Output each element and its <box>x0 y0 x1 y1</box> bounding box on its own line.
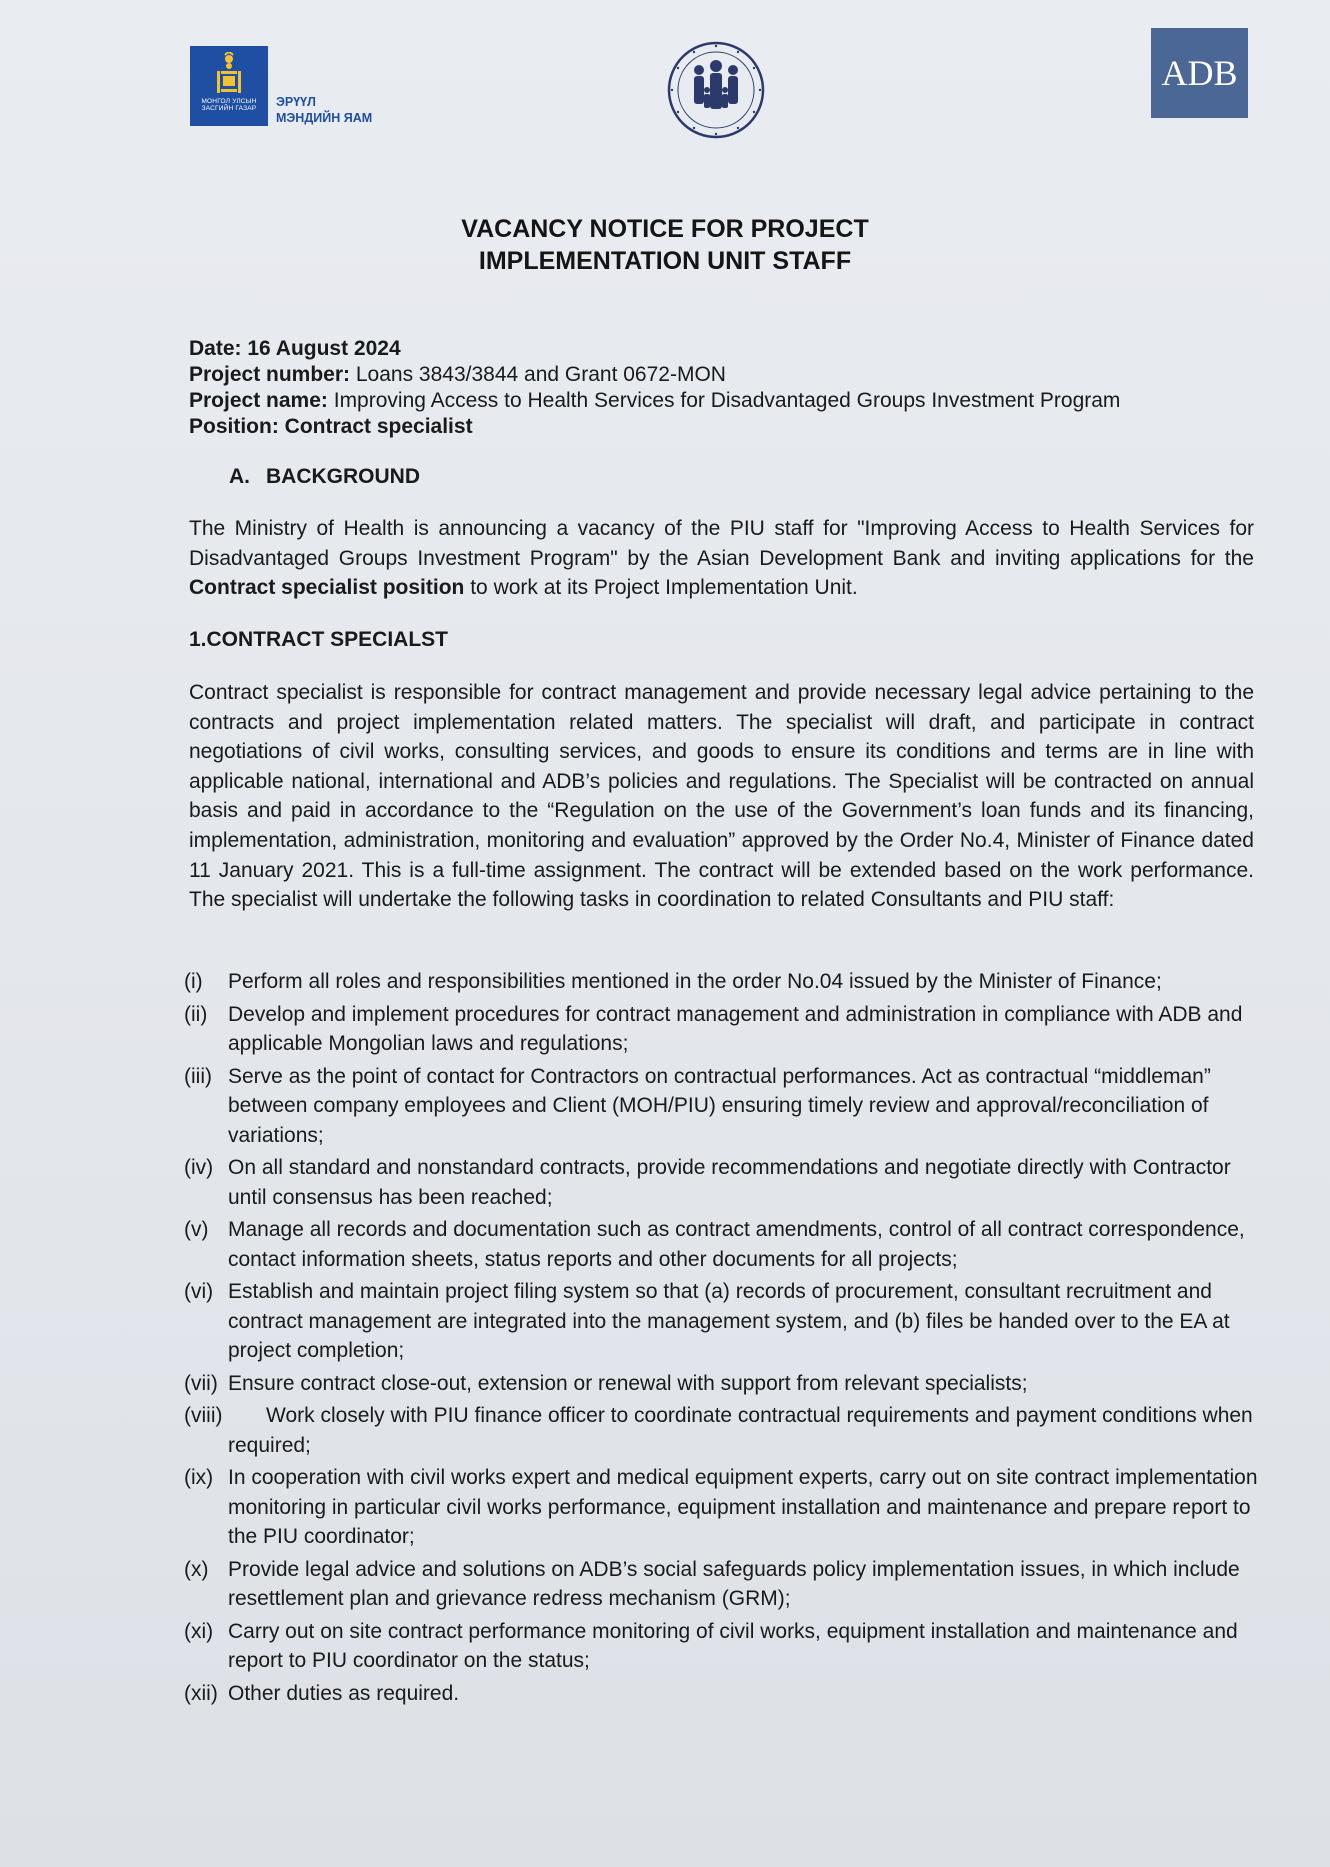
list-item <box>184 1062 1264 1151</box>
list-item-text: Provide legal advice and solutions on ADB’s social safeguards policy implementation issues, in which include resettlement plan and grievance redress mechanism (GRM); <box>228 1557 1240 1610</box>
background-heading <box>229 465 420 489</box>
ministry-name <box>276 94 372 126</box>
list-item-number: (viii) <box>184 1404 223 1427</box>
section1-paragraph: Contract specialist is responsible for contract management and provide necessary legal advice pertaining to the contracts and project implementation related matters. The specialist will draft, and participate in contract negotiations of civil works, consulting services, and goods to ensure its conditions and terms are in line with applicable national, international and ADB’s policies and regulations. The Specialist will be contracted on annual basis and paid in accordance to the “Regulation on the use of the Government’s loan funds and its financing, implementation, administration, monitoring and evaluation” approved by the Order No.4, Minister of Finance dated 11 January 2021. This is a full-time assignment. The contract will be extended based on the work performance. The specialist will undertake the following tasks in coordination to related Consultants and PIU staff: <box>189 681 1254 912</box>
notice-metadata <box>189 336 1120 440</box>
list-item-text: Perform all roles and responsibilities mentioned in the order No.04 issued by the Minister of Finance; <box>228 970 1162 993</box>
page-title <box>0 213 1330 277</box>
project-name-row <box>189 388 1120 414</box>
task-list <box>184 967 1264 1711</box>
list-item-text: Establish and maintain project filing system so that (a) records of procurement, consultant recruitment and contract management are integrated into the management system, and (b) files be handed over to the EA at project completion; <box>228 1280 1230 1362</box>
position-label: Position: <box>189 415 279 438</box>
list-item-text: Serve as the point of contact for Contractors on contractual performances. Act as contractual “middleman” between company employees and Client (MOH/PIU) ensuring timely review and approval/reconciliation of variations; <box>228 1064 1211 1147</box>
list-item-number: (iv) <box>184 1156 214 1179</box>
date-label: Date: <box>189 337 242 360</box>
list-item-number: (i) <box>184 970 203 993</box>
list-item-number: (xii) <box>184 1681 218 1705</box>
list-item-text: In cooperation with civil works expert and medical equipment experts, carry out on site contract implementation monitoring in particular civil works performance, equipment installation and maintenance and prepare report to the PIU coordinator; <box>228 1466 1258 1548</box>
list-item <box>184 1215 1264 1274</box>
section1-heading: 1.CONTRACT SPECIALST <box>189 628 449 651</box>
list-item <box>184 1153 1264 1212</box>
list-item <box>184 1000 1264 1059</box>
ministry-of-health-logo <box>190 46 372 126</box>
list-item-number: (vii) <box>184 1371 218 1395</box>
background-text-bold: Contract specialist position <box>189 576 465 600</box>
date-value: 16 August 2024 <box>247 337 401 360</box>
project-number-value: Loans 3843/3844 and Grant 0672-MON <box>355 363 726 386</box>
list-item-text: Work closely with PIU finance officer to coordinate contractual requirements and payment conditions when required; <box>228 1404 1253 1457</box>
project-name-label: Project name: <box>189 389 328 412</box>
background-paragraph <box>189 514 1254 603</box>
background-letter: A. <box>229 465 250 488</box>
list-item-text: Develop and implement procedures for contract management and administration in compliance with ADB and applicable Mongolian laws and regulations; <box>228 1002 1243 1055</box>
position-value: Contract specialist <box>284 415 473 438</box>
background-title: BACKGROUND <box>266 465 420 488</box>
title-line2: IMPLEMENTATION UNIT STAFF <box>478 247 852 275</box>
list-item-text: Carry out on site contract performance monitoring of civil works, equipment installation and maintenance and report to PIU coordinator on the status; <box>228 1619 1238 1672</box>
list-item-text: Other duties as required. <box>228 1681 460 1705</box>
letterhead <box>0 28 1330 138</box>
list-item-text: Ensure contract close-out, extension or renewal with support from relevant specialists; <box>228 1371 1028 1395</box>
list-item-number: (ix) <box>184 1466 214 1489</box>
list-item <box>184 1463 1264 1552</box>
background-text-2: to work at its Project Implementation Unit. <box>464 576 858 600</box>
list-item-number: (ii) <box>184 1002 208 1026</box>
date-row <box>189 336 1120 362</box>
list-item <box>184 967 1264 997</box>
background-text-1: The Ministry of Health is announcing a vacancy of the PIU staff for "Improving Access to Health Services for Disadvantaged Groups Investment Program" by the Asian Development Bank and inviting applications for the <box>189 517 1254 570</box>
soyombo-emblem-icon <box>190 46 268 126</box>
list-item-number: (vi) <box>184 1280 214 1303</box>
list-item <box>184 1555 1264 1614</box>
project-name-value: Improving Access to Health Services for Disadvantaged Groups Investment Program <box>333 389 1121 412</box>
list-item-text: On all standard and nonstandard contracts, provide recommendations and negotiate directly with Contractor until consensus has been reached; <box>228 1156 1231 1209</box>
list-item-number: (iii) <box>184 1064 212 1088</box>
position-row <box>189 414 1120 440</box>
ministry-name-line2: МЭНДИЙН ЯАМ <box>276 111 373 125</box>
list-item-text: Manage all records and documentation such as contract amendments, control of all contract correspondence, contact information sheets, status reports and other documents for all projects; <box>228 1218 1245 1271</box>
list-item <box>184 1277 1264 1366</box>
moh-emblem-caption: МОНГОЛ УЛСЫН ЗАСГИЙН ГАЗАР <box>201 98 257 112</box>
list-item-number: (v) <box>184 1218 209 1241</box>
title-line1: VACANCY NOTICE FOR PROJECT <box>461 215 869 243</box>
ministry-name-line1: ЭРҮҮЛ <box>276 95 316 109</box>
list-item-number: (xi) <box>184 1619 214 1643</box>
list-item <box>184 1401 1264 1460</box>
project-number-label: Project number: <box>189 363 351 386</box>
list-item <box>184 1369 1264 1399</box>
round-seal-logo-icon <box>666 40 766 145</box>
project-number-row <box>189 362 1120 388</box>
list-item-number: (x) <box>184 1557 209 1581</box>
list-item <box>184 1679 1264 1709</box>
adb-logo: ADB <box>1151 28 1248 118</box>
list-item <box>184 1617 1264 1676</box>
